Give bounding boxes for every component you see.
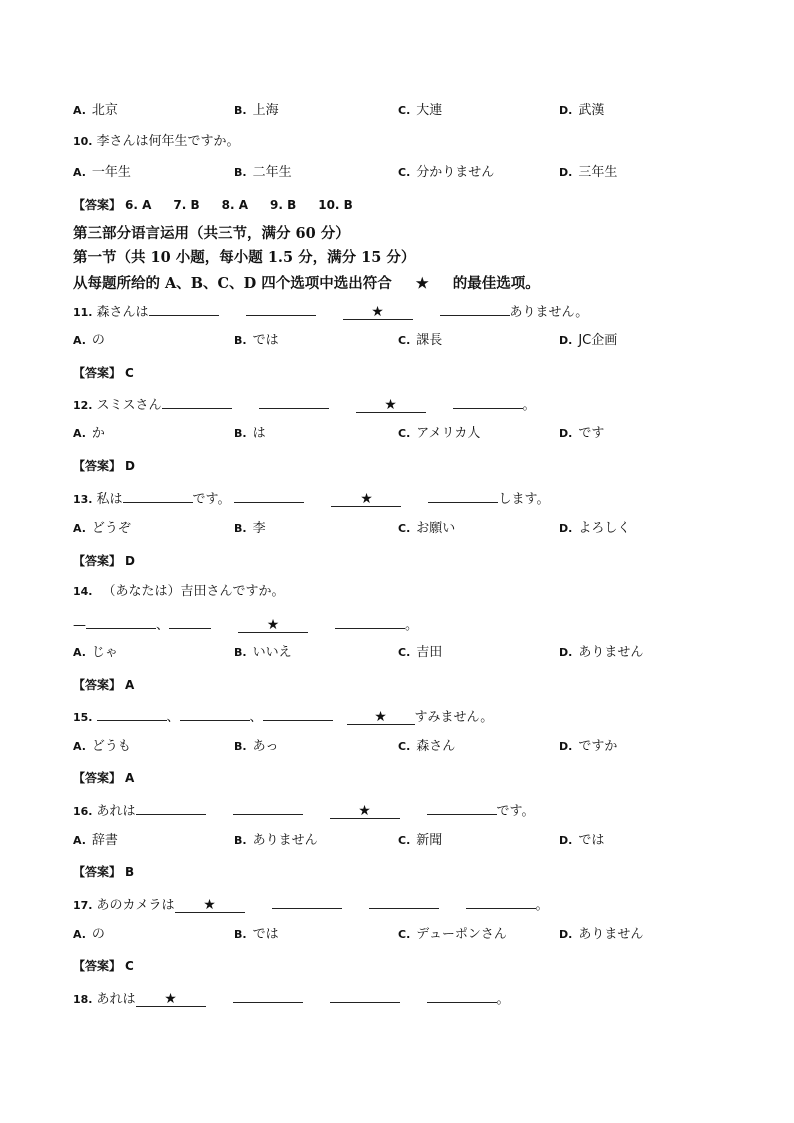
answer-item: 8. A: [221, 198, 248, 212]
answer-blank: [440, 301, 510, 316]
comma: 、: [156, 618, 170, 633]
question-text: （あなたは）吉田さんですか。: [102, 584, 285, 599]
option-letter: A.: [73, 522, 86, 535]
answer-value: A: [125, 678, 135, 692]
answer-label: 【答案】: [73, 554, 122, 568]
q15-stem: [73, 706, 493, 726]
option-text: 武漢: [578, 103, 605, 118]
option-letter: C.: [398, 646, 411, 659]
q15-option-c: [398, 737, 455, 757]
answer-blank: [149, 301, 219, 316]
q16-option-d: [559, 831, 604, 851]
option-letter: C.: [398, 166, 411, 179]
option-letter: A.: [73, 334, 86, 347]
q17-stem: [73, 894, 549, 914]
answer-blank: [136, 800, 206, 815]
q10-option-a: [73, 163, 131, 183]
q13-answer: [73, 551, 135, 571]
q17-option-a: [73, 925, 105, 945]
answer-item: 7. B: [173, 198, 200, 212]
q15-option-b: [234, 737, 278, 757]
option-text: いいえ: [252, 645, 292, 660]
option-text: か: [91, 426, 105, 441]
q9-option-b: [234, 101, 279, 121]
star-icon: ★: [415, 275, 429, 292]
question-number: 11.: [73, 306, 93, 319]
option-text: どうぞ: [91, 521, 131, 536]
option-letter: D.: [559, 740, 573, 753]
question-text: ありません。: [509, 305, 589, 320]
option-text: ありません: [578, 927, 644, 942]
q11-option-c: [398, 331, 442, 351]
q11-options: [73, 331, 723, 351]
answer-blank: [259, 394, 329, 409]
q12-option-b: [234, 424, 266, 444]
option-letter: A.: [73, 427, 86, 440]
option-text: 新聞: [416, 833, 443, 848]
option-text: じゃ: [91, 645, 118, 660]
answer-blank: [233, 988, 303, 1003]
q16-option-a: [73, 831, 118, 851]
q12-option-d: [559, 424, 604, 444]
answer-label: 【答案】: [73, 678, 122, 692]
question-text: あのカメラは: [96, 898, 175, 913]
option-letter: A.: [73, 740, 86, 753]
option-text: 北京: [91, 103, 118, 118]
star-blank: ★: [238, 618, 308, 633]
option-text: 森さん: [416, 739, 456, 754]
option-text: ありません: [578, 645, 644, 660]
question-number: 13.: [73, 493, 93, 506]
answer-blank: [466, 894, 536, 909]
q17-option-c: [398, 925, 507, 945]
q17-options: [73, 925, 723, 945]
answer-blank: [272, 894, 342, 909]
q15-option-a: [73, 737, 131, 757]
option-letter: B.: [234, 740, 247, 753]
q10-option-b: [234, 163, 292, 183]
q17-option-d: [559, 925, 643, 945]
answers-6-10: [73, 195, 353, 215]
answer-label: 【答案】: [73, 198, 122, 212]
option-letter: B.: [234, 646, 247, 659]
q16-stem: [73, 800, 534, 820]
q11-answer: [73, 363, 134, 383]
option-text: JC企画: [578, 333, 618, 348]
q14-option-a: [73, 643, 118, 663]
answer-blank: [335, 614, 405, 629]
option-letter: D.: [559, 427, 573, 440]
answer-blank: [180, 706, 250, 721]
answer-value: B: [125, 865, 135, 879]
q14-option-c: [398, 643, 442, 663]
q15-options: [73, 737, 723, 757]
option-letter: C.: [398, 522, 411, 535]
answer-value: C: [125, 366, 134, 380]
option-text: 吉田: [416, 645, 443, 660]
q18-stem: [73, 988, 510, 1008]
answer-item: 9. B: [270, 198, 297, 212]
option-text: の: [91, 333, 105, 348]
question-number: 15.: [73, 711, 93, 724]
option-text: デューポンさん: [416, 927, 507, 942]
q16-option-c: [398, 831, 442, 851]
q16-option-b: [234, 831, 318, 851]
q13-stem: [73, 488, 549, 508]
q17-option-b: [234, 925, 279, 945]
option-letter: C.: [398, 104, 411, 117]
q11-option-a: [73, 331, 105, 351]
question-text: 私は: [96, 492, 123, 507]
option-letter: B.: [234, 166, 247, 179]
q9-option-a: [73, 101, 118, 121]
option-text: どうも: [91, 739, 131, 754]
question-number: 17.: [73, 899, 93, 912]
option-letter: A.: [73, 646, 86, 659]
answer-label: 【答案】: [73, 959, 122, 973]
option-letter: A.: [73, 104, 86, 117]
option-text: 上海: [252, 103, 279, 118]
answer-value: A: [125, 771, 135, 785]
option-text: ですか: [578, 739, 618, 754]
answer-blank: [233, 800, 303, 815]
star-blank: ★: [330, 804, 400, 819]
option-letter: B.: [234, 522, 247, 535]
q12-stem: [73, 394, 536, 414]
q12-option-c: [398, 424, 480, 444]
q14-stem: [73, 582, 285, 602]
q13-option-b: [234, 519, 266, 539]
q12-options: [73, 424, 723, 444]
answer-item: 6. A: [125, 198, 152, 212]
question-text: します。: [498, 492, 550, 507]
answer-value: D: [125, 554, 135, 568]
section-instruction: [73, 272, 540, 293]
q13-options: [73, 519, 723, 539]
option-letter: D.: [559, 104, 573, 117]
question-text: です。: [496, 804, 535, 819]
question-text: スミスさん: [96, 398, 162, 413]
option-letter: D.: [559, 334, 573, 347]
answer-blank: [162, 394, 232, 409]
q9-option-d: [559, 101, 604, 121]
option-letter: B.: [234, 104, 247, 117]
option-letter: D.: [559, 166, 573, 179]
option-text: 一年生: [91, 165, 131, 180]
q10-option-d: [559, 163, 617, 183]
q14-option-b: [234, 643, 292, 663]
option-letter: B.: [234, 427, 247, 440]
option-letter: C.: [398, 334, 411, 347]
option-text: 二年生: [252, 165, 292, 180]
answer-label: 【答案】: [73, 366, 122, 380]
q16-answer: [73, 862, 134, 882]
option-letter: D.: [559, 522, 573, 535]
q13-option-c: [398, 519, 455, 539]
q9-options: [73, 101, 723, 121]
q11-option-b: [234, 331, 279, 351]
question-number: 18.: [73, 993, 93, 1006]
question-text: 。: [496, 992, 510, 1007]
option-letter: C.: [398, 740, 411, 753]
option-text: では: [252, 333, 279, 348]
question-text: 。: [522, 398, 536, 413]
option-text: 分かりません: [416, 165, 495, 180]
part-title: 第三部分语言运用（共三节，满分 60 分）: [73, 225, 350, 242]
q15-answer: [73, 768, 134, 788]
q11-option-d: [559, 331, 617, 351]
comma: 、: [249, 710, 263, 725]
option-text: 三年生: [578, 165, 618, 180]
question-text: 。: [405, 618, 419, 633]
instruction-text: 的最佳选项。: [452, 275, 540, 292]
option-letter: D.: [559, 928, 573, 941]
star-blank: ★: [136, 992, 206, 1007]
answer-blank: [453, 394, 523, 409]
answer-label: 【答案】: [73, 865, 122, 879]
question-number: 10.: [73, 135, 93, 148]
q10-option-c: [398, 163, 494, 183]
q14-option-d: [559, 643, 643, 663]
option-text: ありません: [252, 833, 318, 848]
option-letter: A.: [73, 166, 86, 179]
option-letter: B.: [234, 928, 247, 941]
question-text: すみません。: [414, 710, 494, 725]
option-text: アメリカ人: [416, 426, 481, 441]
option-letter: B.: [234, 834, 247, 847]
q13-option-a: [73, 519, 131, 539]
instruction-text: 从每题所给的 A、B、C、D 四个选项中选出符合: [73, 275, 392, 292]
option-text: は: [252, 426, 266, 441]
answer-blank: [97, 706, 167, 721]
q14-response: [73, 614, 418, 634]
answer-blank: [169, 614, 211, 629]
option-text: あっ: [252, 739, 279, 754]
answer-blank: [369, 894, 439, 909]
q9-option-c: [398, 101, 442, 121]
star-blank: ★: [347, 710, 415, 725]
star-blank: ★: [175, 898, 245, 913]
q16-options: [73, 831, 723, 851]
option-text: 李: [252, 521, 266, 536]
answer-label: 【答案】: [73, 771, 122, 785]
q12-option-a: [73, 424, 105, 444]
option-text: 辞書: [91, 833, 118, 848]
option-text: よろしく: [578, 521, 631, 536]
star-blank: ★: [356, 398, 426, 413]
q11-stem: [73, 301, 588, 321]
option-letter: D.: [559, 834, 573, 847]
option-letter: C.: [398, 928, 411, 941]
option-letter: B.: [234, 334, 247, 347]
q13-option-d: [559, 519, 630, 539]
answer-blank: [427, 988, 497, 1003]
answer-blank: [427, 800, 497, 815]
q14-answer: [73, 675, 134, 695]
answer-blank: [86, 614, 156, 629]
star-blank: ★: [343, 305, 413, 320]
q10-stem: [73, 132, 240, 152]
question-text: 李さんは何年生ですか。: [96, 134, 240, 149]
q15-option-d: [559, 737, 617, 757]
answer-item: 10. B: [318, 198, 353, 212]
option-text: 大連: [416, 103, 443, 118]
option-text: 課長: [416, 333, 443, 348]
dash: —: [73, 618, 86, 633]
answer-label: 【答案】: [73, 459, 122, 473]
q12-answer: [73, 456, 135, 476]
question-text: あれは: [96, 804, 136, 819]
question-text: 森さんは: [96, 305, 149, 320]
comma: 、: [166, 710, 180, 725]
question-number: 12.: [73, 399, 93, 412]
option-letter: C.: [398, 427, 411, 440]
answer-blank: [263, 706, 333, 721]
question-number: 16.: [73, 805, 93, 818]
q17-answer: [73, 956, 134, 976]
option-letter: D.: [559, 646, 573, 659]
question-number: 14.: [73, 585, 93, 598]
question-text: 。: [535, 898, 549, 913]
answer-blank: [330, 988, 400, 1003]
answer-blank: [246, 301, 316, 316]
option-letter: A.: [73, 834, 86, 847]
answer-value: C: [125, 959, 134, 973]
q14-options: [73, 643, 723, 663]
answer-blank: [428, 488, 498, 503]
option-text: です: [578, 426, 605, 441]
star-blank: ★: [331, 492, 401, 507]
answer-blank: [123, 488, 193, 503]
question-text: あれは: [96, 992, 136, 1007]
answer-value: D: [125, 459, 135, 473]
section-subtitle: 第一节（共 10 小题，每小题 1.5 分，满分 15 分）: [73, 249, 416, 266]
q10-options: [73, 163, 723, 183]
option-letter: C.: [398, 834, 411, 847]
option-text: お願い: [416, 521, 456, 536]
answer-blank: [234, 488, 304, 503]
option-text: では: [578, 833, 605, 848]
option-text: の: [91, 927, 105, 942]
option-letter: A.: [73, 928, 86, 941]
question-text: です。: [192, 492, 231, 507]
option-text: では: [252, 927, 279, 942]
